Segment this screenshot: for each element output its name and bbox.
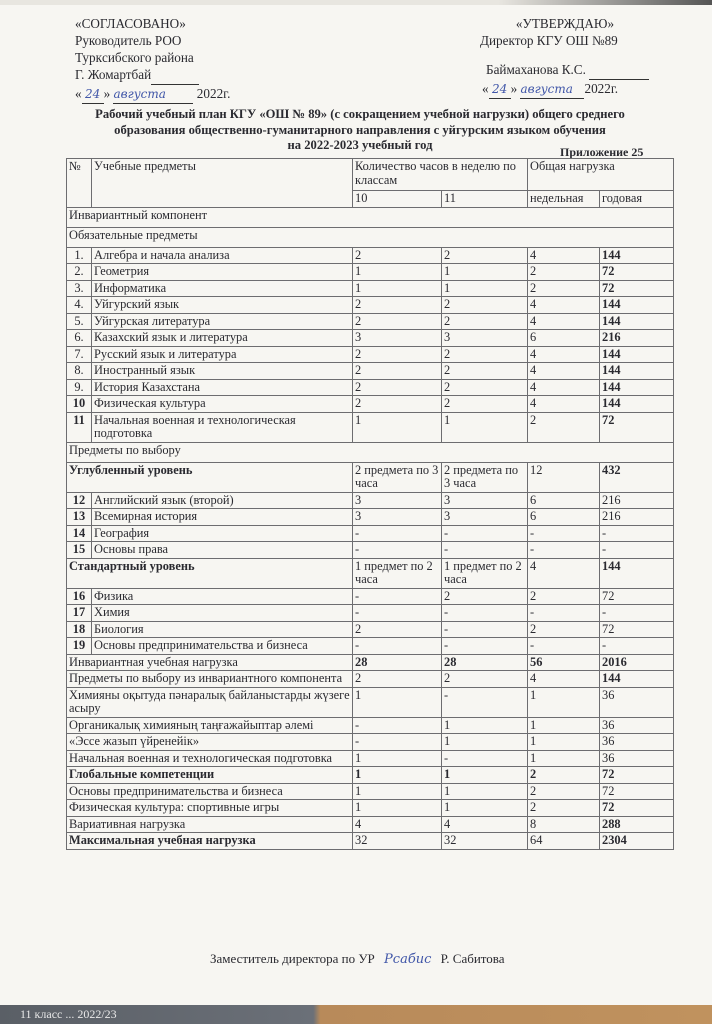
cell-g11: 1: [442, 264, 528, 281]
cell-g11: 1: [442, 412, 528, 442]
cell-yearly: 216: [600, 330, 674, 347]
cell-g10: -: [353, 717, 442, 734]
cell-g11: 1 предмет по 2 часа: [442, 558, 528, 588]
standard-subjects: [67, 588, 674, 654]
quote-open: «: [482, 81, 489, 96]
cell-weekly: 6: [528, 492, 600, 509]
cell-subject: Русский язык и литература: [92, 346, 353, 363]
cell-subject: Геометрия: [92, 264, 353, 281]
cell-number: 2.: [67, 264, 92, 281]
cell-g10: 32: [353, 833, 442, 850]
approver-title: Руководитель РОО: [75, 33, 182, 48]
table-row: [67, 396, 674, 413]
cell-number: 10: [67, 396, 92, 413]
cell-yearly: 144: [600, 671, 674, 688]
cell-g10: 1: [353, 783, 442, 800]
cell-yearly: 144: [600, 396, 674, 413]
standard-level-label: Стандартный уровень: [67, 558, 353, 588]
cell-subject: Основы предпринимательства и бизнеса: [92, 638, 353, 655]
cell-weekly: 12: [528, 462, 600, 492]
bottom-edge-strip: [0, 1005, 712, 1024]
cell-g11: 2: [442, 363, 528, 380]
cell-weekly: 56: [528, 654, 600, 671]
cell-g10: -: [353, 542, 442, 559]
cell-weekly: 6: [528, 509, 600, 526]
cell-number: 12: [67, 492, 92, 509]
cell-subject: Начальная военная и технологическая подготовка: [92, 412, 353, 442]
cell-subject: Биология: [92, 621, 353, 638]
cell-yearly: 72: [600, 621, 674, 638]
cell-yearly: 2016: [600, 654, 674, 671]
cell-number: 18: [67, 621, 92, 638]
cell-g10: 1: [353, 767, 442, 784]
cell-yearly: 72: [600, 783, 674, 800]
cell-number: 6.: [67, 330, 92, 347]
global-competencies-label: Глобальные компетенции: [67, 767, 353, 784]
table-row: [67, 492, 674, 509]
cell-yearly: 72: [600, 800, 674, 817]
cell-g11: 2: [442, 396, 528, 413]
cell-subject: Органикалық химияның таңғажайыптар әлемі: [67, 717, 353, 734]
cell-number: 17: [67, 605, 92, 622]
cell-g10: 2: [353, 363, 442, 380]
col-header-grade10: 10: [353, 191, 442, 208]
cell-g10: 1: [353, 264, 442, 281]
section-elective: Предметы по выбору: [67, 442, 674, 462]
cell-g10: 2: [353, 621, 442, 638]
cell-yearly: 144: [600, 363, 674, 380]
col-header-hours: Количество часов в неделю по классам: [353, 159, 528, 191]
cell-g10: 1: [353, 750, 442, 767]
table-row: [67, 783, 674, 800]
cell-yearly: 36: [600, 717, 674, 734]
cell-weekly: 4: [528, 313, 600, 330]
table-row: [67, 247, 674, 264]
cell-yearly: 288: [600, 816, 674, 833]
col-header-subjects: Учебные предметы: [92, 159, 353, 208]
cell-weekly: 4: [528, 363, 600, 380]
cell-weekly: 1: [528, 734, 600, 751]
cell-g10: -: [353, 525, 442, 542]
cell-number: 7.: [67, 346, 92, 363]
cell-g10: 2: [353, 247, 442, 264]
cell-g10: 2: [353, 396, 442, 413]
signature-left: [151, 67, 199, 85]
cell-subject: Всемирная история: [92, 509, 353, 526]
title-line-1: Рабочий учебный план КГУ «ОШ № 89» (с сокращением учебной нагрузки) общего среднего: [95, 107, 625, 121]
cell-yearly: 144: [600, 346, 674, 363]
cell-g11: 28: [442, 654, 528, 671]
cell-weekly: 1: [528, 717, 600, 734]
cell-yearly: 36: [600, 750, 674, 767]
cell-yearly: 144: [600, 379, 674, 396]
table-row: [67, 800, 674, 817]
cell-g11: 1: [442, 800, 528, 817]
cell-yearly: 216: [600, 509, 674, 526]
table-row: [67, 297, 674, 314]
cell-subject: Физическая культура: [92, 396, 353, 413]
cell-number: 8.: [67, 363, 92, 380]
table-row: [67, 750, 674, 767]
cell-g11: 2: [442, 671, 528, 688]
col-header-num: №: [67, 159, 92, 208]
section-mandatory: Обязательные предметы: [67, 227, 674, 247]
cell-g10: -: [353, 605, 442, 622]
cell-number: 3.: [67, 280, 92, 297]
cell-subject: Уйгурская литература: [92, 313, 353, 330]
cell-g11: -: [442, 750, 528, 767]
table-row: [67, 605, 674, 622]
cell-g11: 1: [442, 280, 528, 297]
cell-g10: -: [353, 734, 442, 751]
variative-total-row: [67, 816, 674, 833]
cell-g11: -: [442, 638, 528, 655]
table-row: [67, 264, 674, 281]
cell-weekly: 2: [528, 280, 600, 297]
footer-signature: [210, 951, 505, 967]
cell-g10: 2: [353, 379, 442, 396]
variative-subjects: [67, 671, 674, 767]
cell-subject: История Казахстана: [92, 379, 353, 396]
cell-g11: 2: [442, 588, 528, 605]
cell-g10: 28: [353, 654, 442, 671]
appendix-label: Приложение 25: [560, 145, 644, 159]
quote-close: »: [103, 86, 111, 101]
mandatory-subjects: [67, 247, 674, 442]
cell-g11: -: [442, 621, 528, 638]
cell-yearly: 432: [600, 462, 674, 492]
approver-name-line: [75, 66, 230, 85]
cell-g10: 2: [353, 671, 442, 688]
cell-g11: 4: [442, 816, 528, 833]
cell-number: 13: [67, 509, 92, 526]
director-title: Директор КГУ ОШ №89: [480, 33, 618, 48]
signature-right: [589, 62, 649, 80]
signer-name: Р. Сабитова: [440, 951, 505, 966]
cell-g10: 2: [353, 346, 442, 363]
cell-g11: -: [442, 687, 528, 717]
cell-g11: 1: [442, 767, 528, 784]
cell-subject: Начальная военная и технологическая подготовка: [67, 750, 353, 767]
cell-yearly: 144: [600, 558, 674, 588]
cell-g11: 1: [442, 783, 528, 800]
cell-subject: Физика: [92, 588, 353, 605]
approval-date-left: [75, 85, 230, 104]
cell-g10: 4: [353, 816, 442, 833]
date-month: августа: [520, 81, 584, 99]
table-row: [67, 525, 674, 542]
cell-subject: Казахский язык и литература: [92, 330, 353, 347]
cell-weekly: 8: [528, 816, 600, 833]
table-row: [67, 671, 674, 688]
table-row: [67, 509, 674, 526]
cell-number: 16: [67, 588, 92, 605]
cell-weekly: -: [528, 525, 600, 542]
bottom-strip-text: 11 класс ... 2022/23: [20, 1007, 117, 1021]
cell-yearly: 36: [600, 687, 674, 717]
cell-weekly: 2: [528, 412, 600, 442]
cell-yearly: 144: [600, 313, 674, 330]
cell-weekly: 2: [528, 783, 600, 800]
cell-g10: 3: [353, 492, 442, 509]
title-line-3: на 2022-2023 учебный год: [287, 138, 433, 152]
cell-weekly: 2: [528, 264, 600, 281]
invariant-total-row: [67, 654, 674, 671]
cell-yearly: 144: [600, 247, 674, 264]
table-row: [67, 330, 674, 347]
cell-weekly: 2: [528, 767, 600, 784]
cell-g11: 2: [442, 297, 528, 314]
quote-close: »: [510, 81, 518, 96]
cell-yearly: -: [600, 605, 674, 622]
cell-weekly: 2: [528, 621, 600, 638]
cell-g10: -: [353, 588, 442, 605]
cell-subject: Химияны оқытуда пәнаралық байланыстарды жүзеге асыру: [67, 687, 353, 717]
date-year: 2022г.: [196, 86, 231, 101]
cell-g11: -: [442, 542, 528, 559]
cell-subject: Алгебра и начала анализа: [92, 247, 353, 264]
cell-yearly: 72: [600, 264, 674, 281]
cell-subject: Уйгурский язык: [92, 297, 353, 314]
table-row: [67, 717, 674, 734]
quote-open: «: [75, 86, 82, 101]
director-name-line: [486, 61, 650, 80]
cell-weekly: 6: [528, 330, 600, 347]
date-year: 2022г.: [584, 81, 619, 96]
cell-weekly: 4: [528, 346, 600, 363]
cell-number: 11: [67, 412, 92, 442]
approval-block-left: [75, 15, 230, 104]
cell-subject: Предметы по выбору из инвариантного компонента: [67, 671, 353, 688]
cell-number: 4.: [67, 297, 92, 314]
date-month: августа: [113, 86, 193, 104]
cell-weekly: 2: [528, 800, 600, 817]
top-edge: [0, 0, 712, 5]
advanced-level-label: Углубленный уровень: [67, 462, 353, 492]
table-row: [67, 588, 674, 605]
cell-yearly: 36: [600, 734, 674, 751]
approver-district: Туркcибского района: [75, 50, 194, 65]
cell-g11: -: [442, 605, 528, 622]
cell-g11: 2: [442, 313, 528, 330]
cell-yearly: 144: [600, 297, 674, 314]
cell-yearly: 2304: [600, 833, 674, 850]
cell-number: 19: [67, 638, 92, 655]
section-row: [67, 227, 674, 247]
cell-g10: -: [353, 638, 442, 655]
table-row: [67, 280, 674, 297]
cell-g10: 2 предмета по 3 часа: [353, 462, 442, 492]
global-competencies-row: [67, 767, 674, 784]
advanced-subjects: [67, 492, 674, 558]
cell-weekly: 4: [528, 671, 600, 688]
cell-yearly: 72: [600, 412, 674, 442]
table-row: [67, 638, 674, 655]
cell-weekly: 4: [528, 558, 600, 588]
cell-subject: Химия: [92, 605, 353, 622]
cell-subject: География: [92, 525, 353, 542]
cell-weekly: -: [528, 638, 600, 655]
signature-footer: Рсабис: [384, 952, 432, 967]
cell-weekly: -: [528, 605, 600, 622]
director-name: Баймаханова К.С.: [486, 62, 586, 77]
cell-g10: 1: [353, 687, 442, 717]
cell-g11: 2 предмета по 3 часа: [442, 462, 528, 492]
agreed-stamp: «СОГЛАСОВАНО»: [75, 16, 186, 31]
cell-subject: «Эссе жазып үйренейік»: [67, 734, 353, 751]
cell-weekly: -: [528, 542, 600, 559]
cell-g11: 3: [442, 492, 528, 509]
cell-number: 15: [67, 542, 92, 559]
variative-total-label: Вариативная нагрузка: [67, 816, 353, 833]
section-row: [67, 207, 674, 227]
cell-yearly: -: [600, 638, 674, 655]
table-row: [67, 346, 674, 363]
table-row: [67, 687, 674, 717]
cell-number: 9.: [67, 379, 92, 396]
cell-subject: Основы предпринимательства и бизнеса: [67, 783, 353, 800]
approval-block-right: [480, 15, 650, 99]
cell-g11: -: [442, 525, 528, 542]
cell-weekly: 4: [528, 297, 600, 314]
cell-subject: Физическая культура: спортивные игры: [67, 800, 353, 817]
cell-weekly: 4: [528, 379, 600, 396]
table-row: [67, 412, 674, 442]
cell-g10: 2: [353, 297, 442, 314]
cell-g11: 1: [442, 717, 528, 734]
cell-g10: 1 предмет по 2 часа: [353, 558, 442, 588]
standard-level-row: [67, 558, 674, 588]
signer-position: Заместитель директора по УР: [210, 951, 375, 966]
cell-g11: 2: [442, 247, 528, 264]
cell-yearly: 72: [600, 280, 674, 297]
cell-yearly: -: [600, 525, 674, 542]
cell-yearly: 216: [600, 492, 674, 509]
approved-stamp: «УТВЕРЖДАЮ»: [515, 16, 615, 31]
cell-subject: Основы права: [92, 542, 353, 559]
table-row: [67, 363, 674, 380]
col-header-total: Общая нагрузка: [528, 159, 674, 191]
cell-g10: 3: [353, 330, 442, 347]
cell-g11: 3: [442, 330, 528, 347]
cell-g10: 1: [353, 800, 442, 817]
max-total-label: Максимальная учебная нагрузка: [67, 833, 353, 850]
title-line-2: образования общественно-гуманитарного направления с уйгурским языком обучения: [114, 122, 606, 137]
cell-weekly: 1: [528, 687, 600, 717]
curriculum-table: [66, 158, 674, 850]
table-row: [67, 379, 674, 396]
global-subjects: [67, 783, 674, 816]
cell-number: 5.: [67, 313, 92, 330]
cell-g10: 2: [353, 313, 442, 330]
cell-g11: 2: [442, 379, 528, 396]
cell-weekly: 64: [528, 833, 600, 850]
table-row: [67, 734, 674, 751]
cell-yearly: -: [600, 542, 674, 559]
cell-yearly: 72: [600, 588, 674, 605]
approver-name: Г. Жомартбай: [75, 67, 152, 82]
cell-g11: 32: [442, 833, 528, 850]
cell-g10: 1: [353, 280, 442, 297]
table-row: [67, 542, 674, 559]
cell-subject: Английский язык (второй): [92, 492, 353, 509]
cell-g10: 1: [353, 412, 442, 442]
col-header-yearly: годовая: [600, 191, 674, 208]
col-header-grade11: 11: [442, 191, 528, 208]
approval-date-right: [482, 80, 650, 99]
cell-g11: 1: [442, 734, 528, 751]
section-invariant: Инвариантный компонент: [67, 207, 674, 227]
col-header-weekly: недельная: [528, 191, 600, 208]
cell-yearly: 72: [600, 767, 674, 784]
cell-weekly: 1: [528, 750, 600, 767]
invariant-total-label: Инвариантная учебная нагрузка: [67, 654, 353, 671]
advanced-level-row: [67, 462, 674, 492]
table-row: [67, 621, 674, 638]
table-row: [67, 313, 674, 330]
cell-g11: 3: [442, 509, 528, 526]
cell-weekly: 2: [528, 588, 600, 605]
date-day: 24: [489, 81, 511, 99]
date-day: 24: [82, 86, 104, 104]
max-total-row: [67, 833, 674, 850]
header-row: [67, 159, 674, 191]
cell-g11: 2: [442, 346, 528, 363]
cell-weekly: 4: [528, 247, 600, 264]
cell-subject: Иностранный язык: [92, 363, 353, 380]
cell-g10: 3: [353, 509, 442, 526]
cell-number: 14: [67, 525, 92, 542]
cell-number: 1.: [67, 247, 92, 264]
cell-weekly: 4: [528, 396, 600, 413]
cell-subject: Информатика: [92, 280, 353, 297]
section-row: [67, 442, 674, 462]
